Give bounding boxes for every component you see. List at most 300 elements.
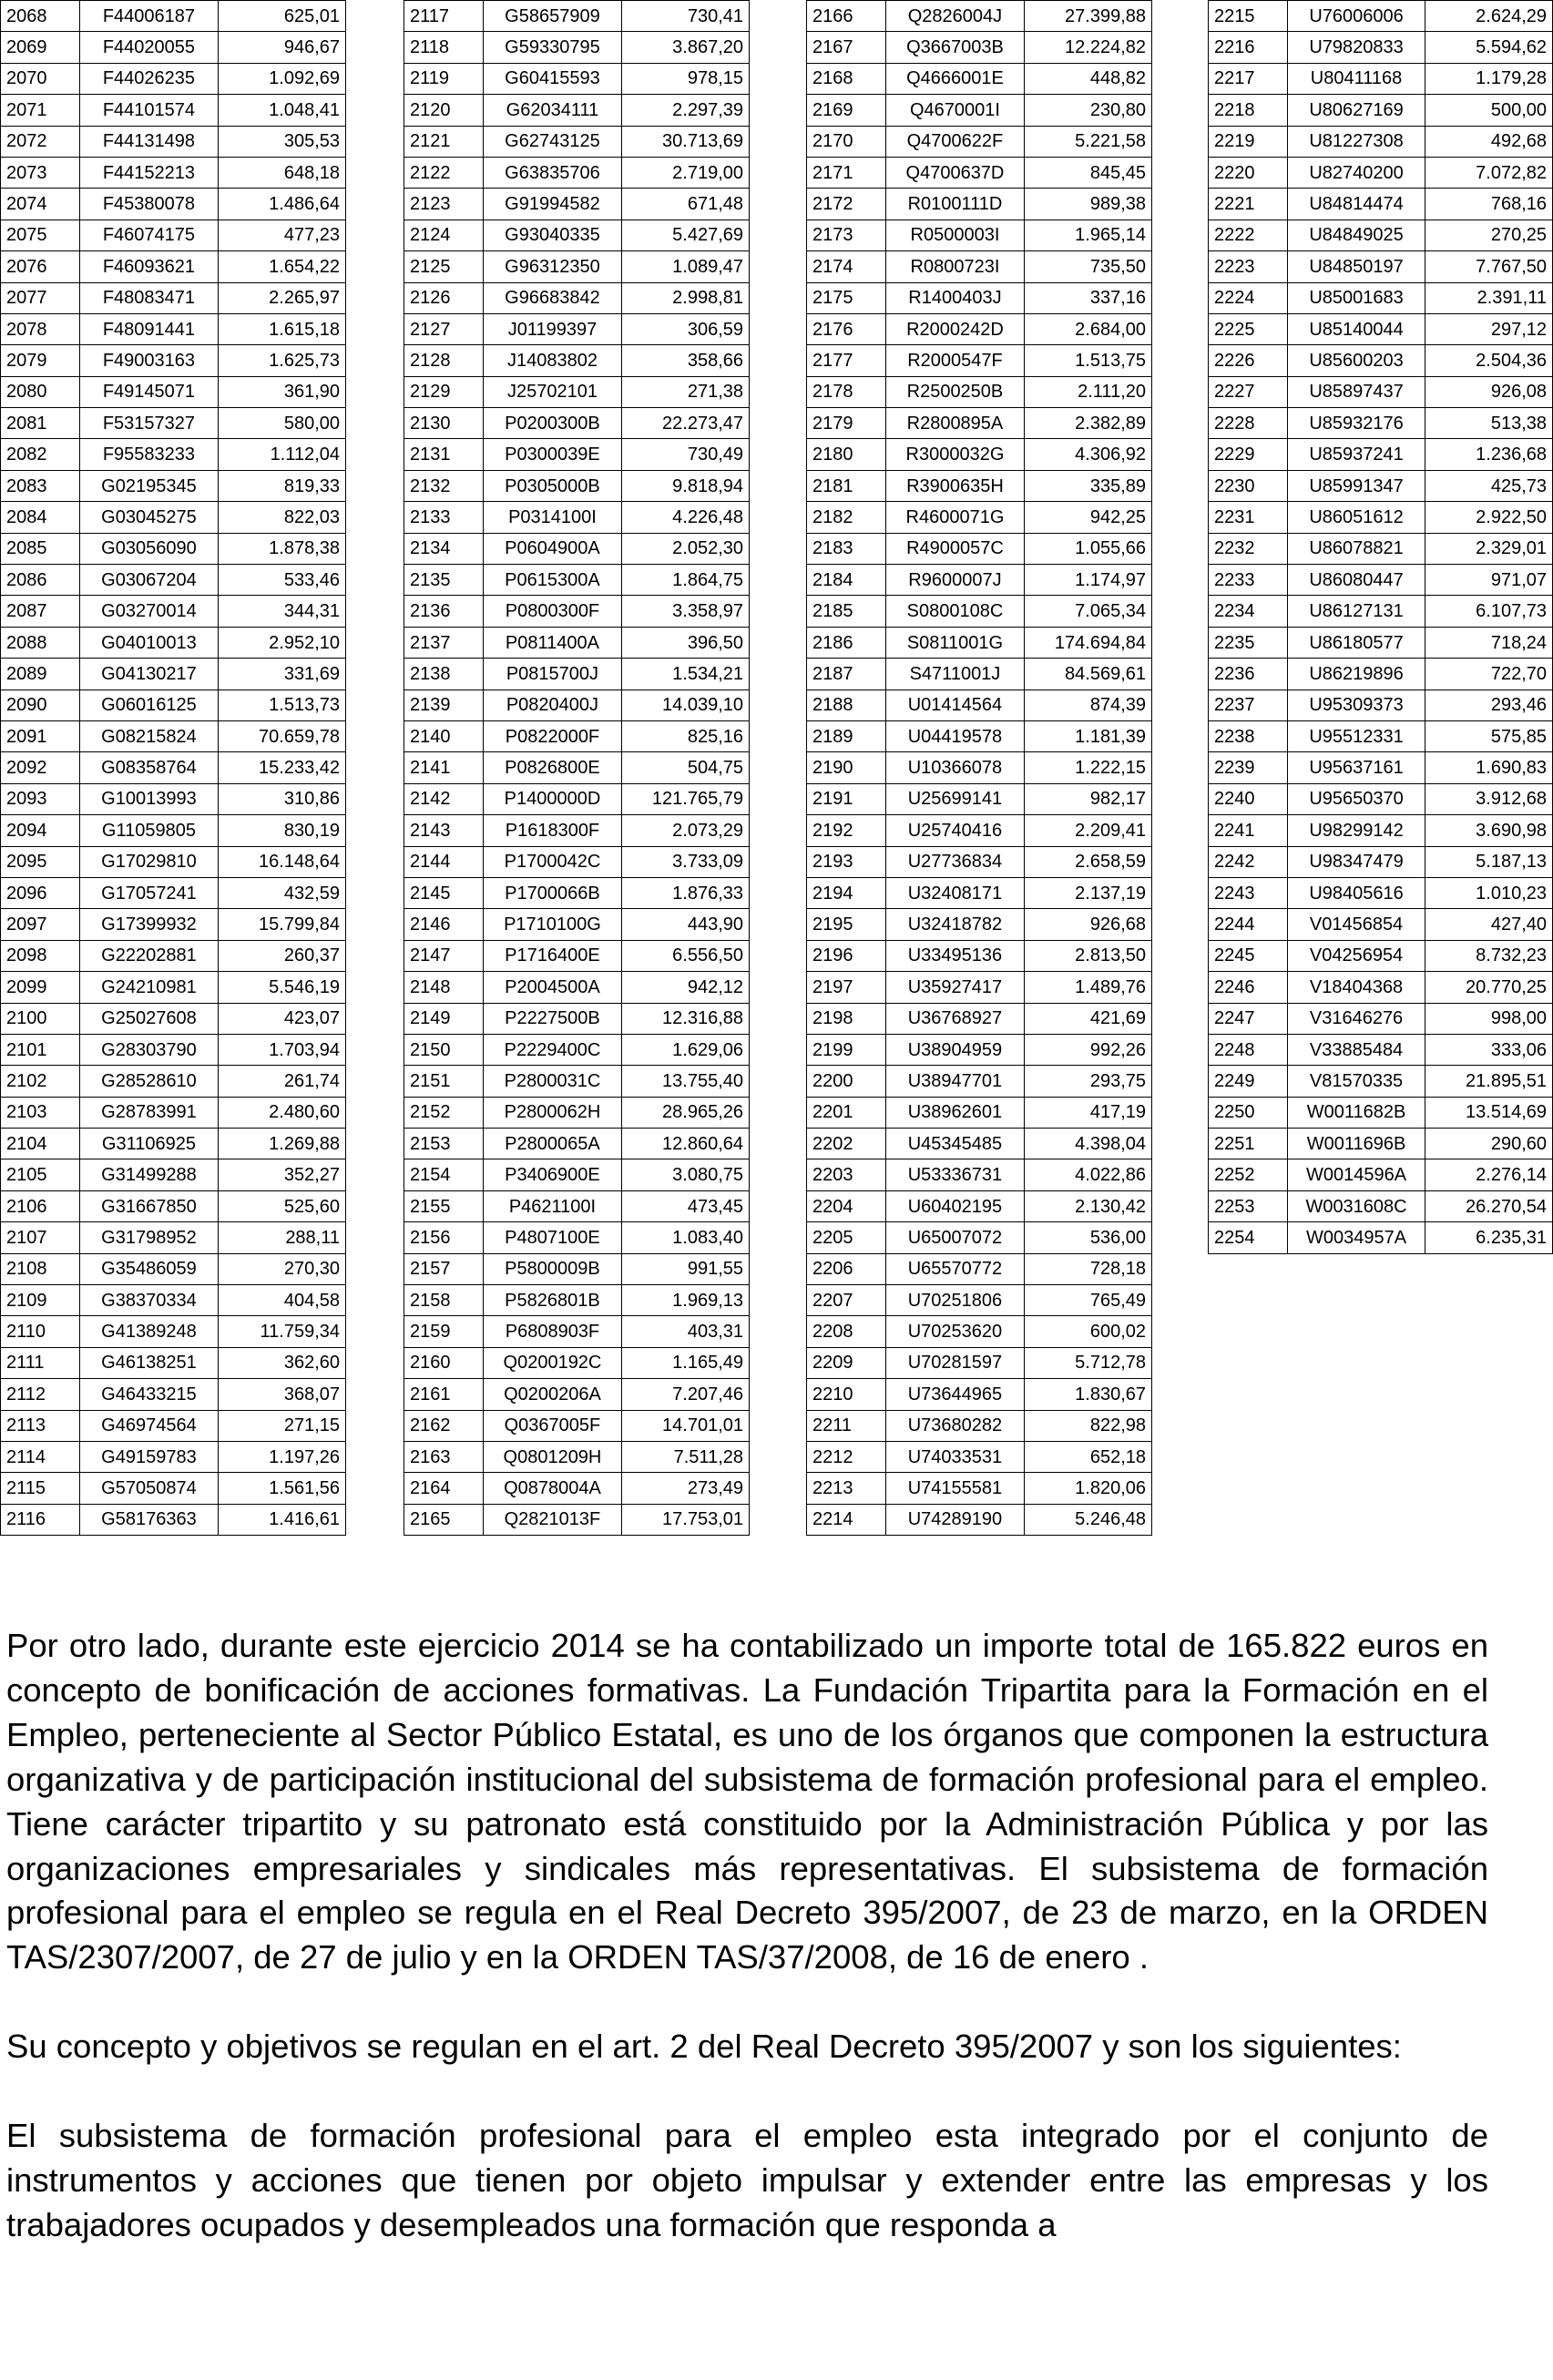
entity-code: P0615300A xyxy=(484,565,622,596)
row-number: 2179 xyxy=(807,408,886,439)
entity-code: U86180577 xyxy=(1287,627,1425,658)
amount: 271,38 xyxy=(621,376,749,407)
entity-code: P0800300F xyxy=(484,596,622,627)
row-number: 2115 xyxy=(1,1473,80,1504)
amount: 14.701,01 xyxy=(621,1410,749,1441)
table-row xyxy=(1,157,346,188)
row-number: 2191 xyxy=(807,783,886,814)
amount: 7.767,50 xyxy=(1425,251,1553,282)
row-number: 2238 xyxy=(1209,720,1288,751)
table-row xyxy=(404,1441,750,1472)
row-number: 2095 xyxy=(1,846,80,877)
entity-code: U04419578 xyxy=(886,720,1025,751)
entity-code: P1618300F xyxy=(484,815,622,846)
entity-code: P0820400J xyxy=(484,689,622,720)
amount: 305,53 xyxy=(218,126,345,157)
amount: 3.080,75 xyxy=(621,1159,749,1190)
amount: 17.753,01 xyxy=(621,1504,749,1535)
table-row xyxy=(1209,32,1553,63)
entity-code: G28303790 xyxy=(80,1034,219,1065)
row-number: 2242 xyxy=(1209,846,1288,877)
amount: 297,12 xyxy=(1425,313,1553,344)
row-number: 2221 xyxy=(1209,189,1288,220)
row-number: 2075 xyxy=(1,220,80,250)
row-number: 2175 xyxy=(807,282,886,313)
table-row xyxy=(807,345,1152,376)
entity-code: G62034111 xyxy=(484,95,622,126)
table-row xyxy=(1209,720,1553,751)
entity-code: P1700042C xyxy=(484,846,622,877)
entity-code: G31106925 xyxy=(80,1129,219,1159)
row-number: 2230 xyxy=(1209,470,1288,501)
entity-code: S0811001G xyxy=(886,627,1025,658)
row-number: 2188 xyxy=(807,689,886,720)
entity-code: P5826801B xyxy=(484,1285,622,1316)
table-row xyxy=(1209,627,1553,658)
table-row xyxy=(404,1,750,32)
entity-code: U86051612 xyxy=(1287,502,1425,533)
amount: 600,02 xyxy=(1024,1316,1151,1347)
row-number: 2184 xyxy=(807,565,886,596)
table-row xyxy=(1209,95,1553,126)
row-number: 2079 xyxy=(1,345,80,376)
entity-code: R2500250B xyxy=(886,376,1025,407)
row-number: 2234 xyxy=(1209,596,1288,627)
entity-code: F44152213 xyxy=(80,157,219,188)
amount: 2.922,50 xyxy=(1425,502,1553,533)
amount: 625,01 xyxy=(218,1,345,32)
table-row xyxy=(1,1504,346,1535)
table-row xyxy=(404,376,750,407)
entity-code: G58176363 xyxy=(80,1504,219,1535)
amount: 2.504,36 xyxy=(1425,345,1553,376)
entity-code: G04010013 xyxy=(80,627,219,658)
amount: 331,69 xyxy=(218,659,345,689)
row-number: 2162 xyxy=(404,1410,484,1441)
row-number: 2220 xyxy=(1209,157,1288,188)
amount: 2.684,00 xyxy=(1024,313,1151,344)
table-row xyxy=(1,815,346,846)
amount: 765,49 xyxy=(1024,1285,1151,1316)
row-number: 2232 xyxy=(1209,533,1288,564)
entity-code: U38947701 xyxy=(886,1066,1025,1097)
table-row xyxy=(807,1347,1152,1378)
row-number: 2159 xyxy=(404,1316,484,1347)
row-number: 2227 xyxy=(1209,376,1288,407)
amount: 5.546,19 xyxy=(218,972,345,1003)
table-row xyxy=(404,345,750,376)
entity-code: U70253620 xyxy=(886,1316,1025,1347)
row-number: 2082 xyxy=(1,439,80,470)
row-number: 2172 xyxy=(807,189,886,220)
amount: 4.022,86 xyxy=(1024,1159,1151,1190)
row-number: 2245 xyxy=(1209,940,1288,971)
table-row xyxy=(404,157,750,188)
row-number: 2125 xyxy=(404,251,484,282)
row-number: 2071 xyxy=(1,95,80,126)
table-row xyxy=(404,313,750,344)
amount: 504,75 xyxy=(621,752,749,783)
amounts-table-3 xyxy=(806,0,1152,1536)
row-number: 2098 xyxy=(1,940,80,971)
table-row xyxy=(404,533,750,564)
table-row xyxy=(807,1159,1152,1190)
row-number: 2148 xyxy=(404,972,484,1003)
table-row xyxy=(1209,846,1553,877)
amount: 2.382,89 xyxy=(1024,408,1151,439)
row-number: 2186 xyxy=(807,627,886,658)
table-row xyxy=(404,659,750,689)
amount: 1.197,26 xyxy=(218,1441,345,1472)
table-row xyxy=(404,1316,750,1347)
amount: 230,80 xyxy=(1024,95,1151,126)
entity-code: U98405616 xyxy=(1287,877,1425,908)
amount: 270,25 xyxy=(1425,220,1553,250)
entity-code: J14083802 xyxy=(484,345,622,376)
row-number: 2247 xyxy=(1209,1003,1288,1034)
entity-code: F44101574 xyxy=(80,95,219,126)
table-row xyxy=(404,565,750,596)
row-number: 2100 xyxy=(1,1003,80,1034)
entity-code: F49003163 xyxy=(80,345,219,376)
amount: 423,07 xyxy=(218,1003,345,1034)
entity-code: U80627169 xyxy=(1287,95,1425,126)
row-number: 2254 xyxy=(1209,1222,1288,1253)
amount: 1.513,73 xyxy=(218,689,345,720)
entity-code: U95309373 xyxy=(1287,689,1425,720)
amount: 14.039,10 xyxy=(621,689,749,720)
amount: 403,31 xyxy=(621,1316,749,1347)
entity-code: Q4700622F xyxy=(886,126,1025,157)
amount: 427,40 xyxy=(1425,909,1553,940)
amounts-table-4 xyxy=(1208,0,1553,1254)
table-row xyxy=(404,189,750,220)
row-number: 2180 xyxy=(807,439,886,470)
table-row xyxy=(1,1097,346,1128)
table-row xyxy=(404,1347,750,1378)
amount: 2.276,14 xyxy=(1425,1159,1553,1190)
table-row xyxy=(807,157,1152,188)
amount: 4.398,04 xyxy=(1024,1129,1151,1159)
amount: 1.055,66 xyxy=(1024,533,1151,564)
row-number: 2178 xyxy=(807,376,886,407)
amount: 1.486,64 xyxy=(218,189,345,220)
table-row xyxy=(807,596,1152,627)
row-number: 2131 xyxy=(404,439,484,470)
entity-code: Q4666001E xyxy=(886,63,1025,94)
entity-code: P1400000D xyxy=(484,783,622,814)
entity-code: G57050874 xyxy=(80,1473,219,1504)
amount: 978,15 xyxy=(621,63,749,94)
entity-code: G03056090 xyxy=(80,533,219,564)
entity-code: P0604900A xyxy=(484,533,622,564)
entity-code: U82740200 xyxy=(1287,157,1425,188)
row-number: 2203 xyxy=(807,1159,886,1190)
amount: 845,45 xyxy=(1024,157,1151,188)
amount: 396,50 xyxy=(621,627,749,658)
amount: 273,49 xyxy=(621,1473,749,1504)
amounts-table-2 xyxy=(404,0,750,1536)
row-number: 2150 xyxy=(404,1034,484,1065)
amount: 7.072,82 xyxy=(1425,157,1553,188)
table-row xyxy=(1,408,346,439)
table-row xyxy=(1209,940,1553,971)
row-number: 2211 xyxy=(807,1410,886,1441)
entity-code: P0314100I xyxy=(484,502,622,533)
row-number: 2072 xyxy=(1,126,80,157)
row-number: 2081 xyxy=(1,408,80,439)
entity-code: P1716400E xyxy=(484,940,622,971)
entity-code: U65570772 xyxy=(886,1253,1025,1284)
table-row xyxy=(807,313,1152,344)
table-row xyxy=(807,533,1152,564)
row-number: 2222 xyxy=(1209,220,1288,250)
row-number: 2182 xyxy=(807,502,886,533)
table-row xyxy=(807,1066,1152,1097)
table-row xyxy=(1209,251,1553,282)
entity-code: R4600071G xyxy=(886,502,1025,533)
amount: 946,67 xyxy=(218,32,345,63)
entity-code: G03270014 xyxy=(80,596,219,627)
amount: 1.615,18 xyxy=(218,313,345,344)
amount: 2.073,29 xyxy=(621,815,749,846)
amount: 6.235,31 xyxy=(1425,1222,1553,1253)
amount: 473,45 xyxy=(621,1190,749,1221)
row-number: 2168 xyxy=(807,63,886,94)
amount: 421,69 xyxy=(1024,1003,1151,1034)
entity-code: U95512331 xyxy=(1287,720,1425,751)
amount: 1.703,94 xyxy=(218,1034,345,1065)
amount: 768,16 xyxy=(1425,189,1553,220)
entity-code: G58657909 xyxy=(484,1,622,32)
amount: 2.130,42 xyxy=(1024,1190,1151,1221)
row-number: 2250 xyxy=(1209,1097,1288,1128)
row-number: 2204 xyxy=(807,1190,886,1221)
row-number: 2143 xyxy=(404,815,484,846)
amount: 500,00 xyxy=(1425,95,1553,126)
amount: 26.270,54 xyxy=(1425,1190,1553,1221)
table-row xyxy=(1209,282,1553,313)
row-number: 2173 xyxy=(807,220,886,250)
entity-code: P3406900E xyxy=(484,1159,622,1190)
table-row xyxy=(807,565,1152,596)
amount: 12.316,88 xyxy=(621,1003,749,1034)
amount: 3.690,98 xyxy=(1425,815,1553,846)
table-row xyxy=(807,32,1152,63)
amount: 477,23 xyxy=(218,220,345,250)
amount: 368,07 xyxy=(218,1379,345,1410)
table-row xyxy=(1,126,346,157)
row-number: 2194 xyxy=(807,877,886,908)
amount: 2.265,97 xyxy=(218,282,345,313)
row-number: 2253 xyxy=(1209,1190,1288,1221)
table-row xyxy=(1209,63,1553,94)
amount: 1.878,38 xyxy=(218,533,345,564)
entity-code: U32418782 xyxy=(886,909,1025,940)
entity-code: J01199397 xyxy=(484,313,622,344)
row-number: 2240 xyxy=(1209,783,1288,814)
row-number: 2185 xyxy=(807,596,886,627)
entity-code: P2800062H xyxy=(484,1097,622,1128)
entity-code: U10366078 xyxy=(886,752,1025,783)
paragraph-subsistema: El subsistema de formación profesional para el empleo esta integrado por el conjunto de instrumentos y acciones que tienen por objeto impulsar y extender entre las empresas y los trabajadores ocupados y desempleados una formación que responda a xyxy=(6,2117,1488,2243)
table-row xyxy=(807,1,1152,32)
row-number: 2136 xyxy=(404,596,484,627)
amounts-table-1 xyxy=(0,0,346,1536)
table-row xyxy=(807,1129,1152,1159)
row-number: 2239 xyxy=(1209,752,1288,783)
entity-code: U35927417 xyxy=(886,972,1025,1003)
entity-code: F48091441 xyxy=(80,313,219,344)
table-row xyxy=(807,189,1152,220)
entity-code: U85932176 xyxy=(1287,408,1425,439)
amount: 362,60 xyxy=(218,1347,345,1378)
entity-code: U60402195 xyxy=(886,1190,1025,1221)
amount: 174.694,84 xyxy=(1024,627,1151,658)
table-row xyxy=(1209,565,1553,596)
amount: 6.556,50 xyxy=(621,940,749,971)
table-row xyxy=(1209,596,1553,627)
row-number: 2114 xyxy=(1,1441,80,1472)
entity-code: G31499288 xyxy=(80,1159,219,1190)
entity-code: U79820833 xyxy=(1287,32,1425,63)
table-row xyxy=(1209,502,1553,533)
row-number: 2193 xyxy=(807,846,886,877)
entity-code: U45345485 xyxy=(886,1129,1025,1159)
entity-code: Q3667003B xyxy=(886,32,1025,63)
amount: 989,38 xyxy=(1024,189,1151,220)
entity-code: R2800895A xyxy=(886,408,1025,439)
row-number: 2145 xyxy=(404,877,484,908)
amount: 2.952,10 xyxy=(218,627,345,658)
amount: 2.624,29 xyxy=(1425,1,1553,32)
row-number: 2248 xyxy=(1209,1034,1288,1065)
amount: 1.236,68 xyxy=(1425,439,1553,470)
row-number: 2091 xyxy=(1,720,80,751)
row-number: 2085 xyxy=(1,533,80,564)
entity-code: G22202881 xyxy=(80,940,219,971)
amount: 926,68 xyxy=(1024,909,1151,940)
row-number: 2164 xyxy=(404,1473,484,1504)
row-number: 2080 xyxy=(1,376,80,407)
table-row xyxy=(404,909,750,940)
entity-code: U73680282 xyxy=(886,1410,1025,1441)
row-number: 2124 xyxy=(404,220,484,250)
entity-code: V31646276 xyxy=(1287,1003,1425,1034)
table-row xyxy=(1209,1129,1553,1159)
amount: 1.048,41 xyxy=(218,95,345,126)
table-row xyxy=(1209,1034,1553,1065)
amount: 432,59 xyxy=(218,877,345,908)
amount: 1.416,61 xyxy=(218,1504,345,1535)
amount: 310,86 xyxy=(218,783,345,814)
row-number: 2201 xyxy=(807,1097,886,1128)
entity-code: R9600007J xyxy=(886,565,1025,596)
amount: 1.222,15 xyxy=(1024,752,1151,783)
entity-code: U85897437 xyxy=(1287,376,1425,407)
entity-code: U01414564 xyxy=(886,689,1025,720)
row-number: 2251 xyxy=(1209,1129,1288,1159)
amount: 13.755,40 xyxy=(621,1066,749,1097)
amount: 982,17 xyxy=(1024,783,1151,814)
entity-code: G08215824 xyxy=(80,720,219,751)
row-number: 2170 xyxy=(807,126,886,157)
table-row xyxy=(1209,1066,1553,1097)
row-number: 2226 xyxy=(1209,345,1288,376)
entity-code: U25699141 xyxy=(886,783,1025,814)
amount: 84.569,61 xyxy=(1024,659,1151,689)
table-row xyxy=(404,95,750,126)
amount: 728,18 xyxy=(1024,1253,1151,1284)
amount: 5.221,58 xyxy=(1024,126,1151,157)
amount: 1.269,88 xyxy=(218,1129,345,1159)
entity-code: G06016125 xyxy=(80,689,219,720)
amount: 4.306,92 xyxy=(1024,439,1151,470)
amount: 417,19 xyxy=(1024,1097,1151,1128)
table-row xyxy=(807,752,1152,783)
row-number: 2249 xyxy=(1209,1066,1288,1097)
amount: 7.065,34 xyxy=(1024,596,1151,627)
row-number: 2198 xyxy=(807,1003,886,1034)
entity-code: F48083471 xyxy=(80,282,219,313)
table-row xyxy=(807,439,1152,470)
entity-code: U33495136 xyxy=(886,940,1025,971)
row-number: 2089 xyxy=(1,659,80,689)
row-number: 2132 xyxy=(404,470,484,501)
table-row xyxy=(404,783,750,814)
entity-code: Q4670001I xyxy=(886,95,1025,126)
amount: 1.629,06 xyxy=(621,1034,749,1065)
table-row xyxy=(1,63,346,94)
row-number: 2246 xyxy=(1209,972,1288,1003)
table-row xyxy=(404,439,750,470)
table-row xyxy=(807,408,1152,439)
row-number: 2236 xyxy=(1209,659,1288,689)
table-row xyxy=(404,1159,750,1190)
table-row xyxy=(807,1190,1152,1221)
row-number: 2223 xyxy=(1209,251,1288,282)
table-row xyxy=(404,940,750,971)
table-row xyxy=(1209,752,1553,783)
amount: 15.799,84 xyxy=(218,909,345,940)
row-number: 2077 xyxy=(1,282,80,313)
row-number: 2163 xyxy=(404,1441,484,1472)
entity-code: F53157327 xyxy=(80,408,219,439)
amount: 293,75 xyxy=(1024,1066,1151,1097)
amount: 335,89 xyxy=(1024,470,1151,501)
amount: 15.233,42 xyxy=(218,752,345,783)
table-row xyxy=(1,783,346,814)
row-number: 2171 xyxy=(807,157,886,188)
entity-code: V33885484 xyxy=(1287,1034,1425,1065)
row-number: 2213 xyxy=(807,1473,886,1504)
table-row xyxy=(1,1190,346,1221)
amount: 21.895,51 xyxy=(1425,1066,1553,1097)
amount: 822,03 xyxy=(218,502,345,533)
table-row xyxy=(1209,408,1553,439)
entity-code: R0800723I xyxy=(886,251,1025,282)
row-number: 2111 xyxy=(1,1347,80,1378)
amount: 260,37 xyxy=(218,940,345,971)
amount: 991,55 xyxy=(621,1253,749,1284)
row-number: 2205 xyxy=(807,1222,886,1253)
amount: 1.092,69 xyxy=(218,63,345,94)
table-row xyxy=(1209,1097,1553,1128)
row-number: 2144 xyxy=(404,846,484,877)
table-row xyxy=(404,752,750,783)
entity-code: R1400403J xyxy=(886,282,1025,313)
table-row xyxy=(1,972,346,1003)
